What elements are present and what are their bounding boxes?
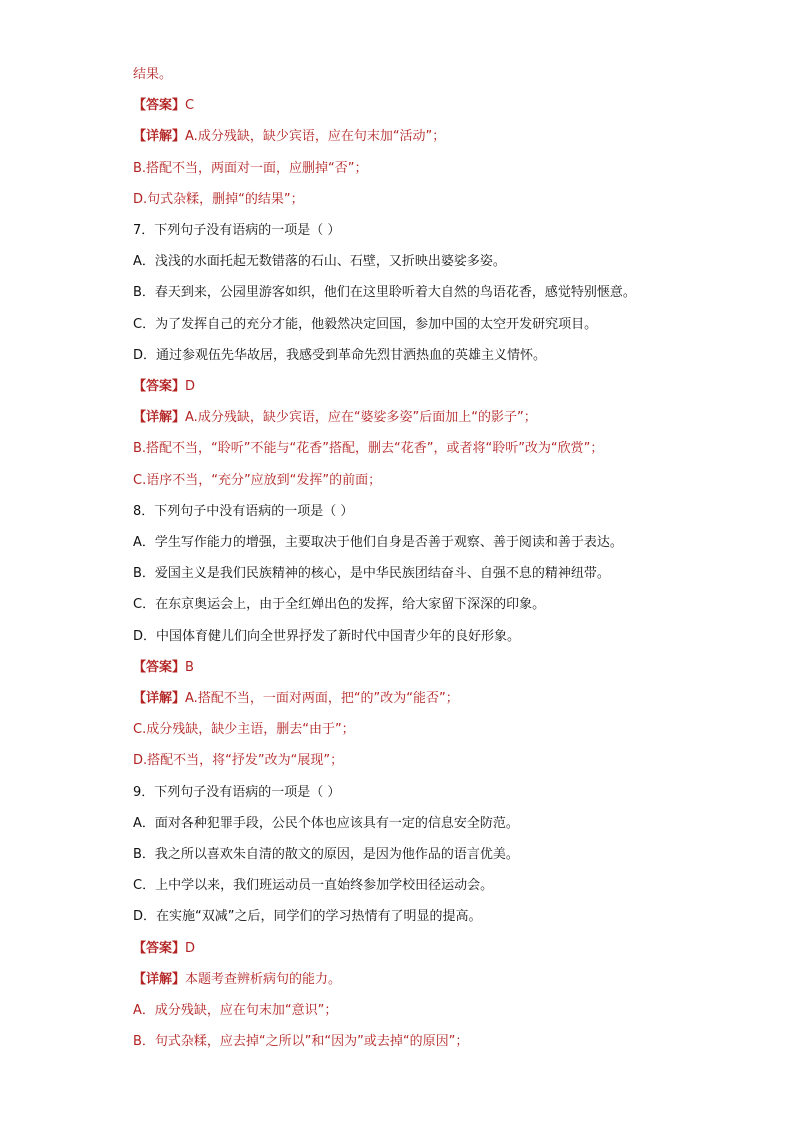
- question-line: D．中国体育健儿们向全世界抒发了新时代中国青少年的良好形象。: [133, 628, 521, 644]
- question-line: A．面对各种犯罪手段，公民个体也应该具有一定的信息安全防范。: [133, 815, 519, 831]
- detail-text: 本题考查辨析病句的能力。: [185, 971, 342, 987]
- detail-text: A.搭配不当，一面对两面，把“的”改为“能否”；: [185, 691, 459, 706]
- question-line: B．爱国主义是我们民族精神的核心，是中华民族团结奋斗、自强不息的精神纽带。: [133, 566, 610, 582]
- question-line: A．浅浅的水面托起无数错落的石山、石壁，又折映出婆娑多姿。: [133, 254, 506, 270]
- answer-text: B: [185, 659, 194, 675]
- detail-line: [133, 690, 459, 708]
- question-line: C．上中学以来，我们班运动员一直始终参加学校田径运动会。: [133, 878, 494, 894]
- answer-line: [133, 378, 195, 396]
- explanation-line: B.搭配不当，两面对一面，应删掉“否”；: [133, 160, 368, 176]
- question-line: C．在东京奥运会上，由于全红婵出色的发挥，给大家留下深深的印象。: [133, 597, 546, 613]
- answer-line: [133, 940, 195, 958]
- detail-text: A.成分残缺，缺少宾语，应在句末加“活动”；: [185, 129, 446, 145]
- explanation-line: C.语序不当，“充分”应放到“发挥”的前面；: [133, 472, 382, 488]
- question-line: D．通过参观伍先华故居，我感受到革命先烈甘洒热血的英雄主义情怀。: [133, 347, 547, 363]
- detail-tag: 【详解】: [133, 410, 186, 426]
- answer-text: D: [185, 379, 196, 394]
- question-line: D．在实施“双减”之后，同学们的学习热情有了明显的提高。: [133, 909, 482, 925]
- question-line: A．学生写作能力的增强，主要取决于他们自身是否善于观察、善于阅读和善于表达。: [133, 535, 623, 550]
- detail-tag: 【详解】: [133, 971, 186, 987]
- answer-tag: 【答案】: [133, 940, 186, 956]
- detail-line: [133, 128, 445, 146]
- explanation-line: B．句式杂糅，应去掉“之所以”和“因为”或去掉“的原因”；: [133, 1034, 469, 1050]
- answer-tag: 【答案】: [133, 659, 186, 675]
- question-line: 9．下列句子没有语病的一项是（ ）: [133, 784, 341, 800]
- answer-line: [133, 97, 194, 115]
- question-line: 7．下列句子没有语病的一项是（ ）: [133, 223, 341, 238]
- question-line: B．春天到来，公园里游客如织，他们在这里聆听着大自然的鸟语花香，感觉特别惬意。: [133, 285, 636, 301]
- answer-tag: 【答案】: [133, 98, 186, 114]
- explanation-line: D.句式杂糅，删掉“的结果”；: [133, 191, 304, 207]
- explanation-line: 结果。: [133, 67, 173, 82]
- answer-line: [133, 659, 194, 677]
- explanation-line: B.搭配不当，“聆听”不能与“花香”搭配，删去“花香”，或者将“聆听”改为“欣赏”；: [133, 441, 604, 457]
- answer-tag: 【答案】: [133, 379, 186, 394]
- answer-text: D: [185, 940, 196, 956]
- explanation-line: D.搭配不当，将“抒发”改为“展现”；: [133, 753, 344, 769]
- explanation-line: A．成分残缺，应在句末加“意识”；: [133, 1003, 338, 1018]
- detail-tag: 【详解】: [133, 129, 186, 145]
- question-line: B．我之所以喜欢朱自清的散文的原因，是因为他作品的语言优美。: [133, 847, 519, 862]
- question-line: C．为了发挥自己的充分才能，他毅然决定回国，参加中国的太空开发研究项目。: [133, 316, 598, 332]
- detail-line: [133, 971, 341, 989]
- answer-text: C: [185, 98, 195, 114]
- detail-text: A.成分残缺，缺少宾语，应在“婆娑多姿”后面加上“的影子”；: [185, 410, 537, 426]
- explanation-line: C.成分残缺，缺少主语，删去“由于”；: [133, 722, 355, 738]
- detail-line: [133, 409, 537, 427]
- detail-tag: 【详解】: [133, 691, 186, 706]
- question-line: 8．下列句子中没有语病的一项是（ ）: [133, 503, 354, 519]
